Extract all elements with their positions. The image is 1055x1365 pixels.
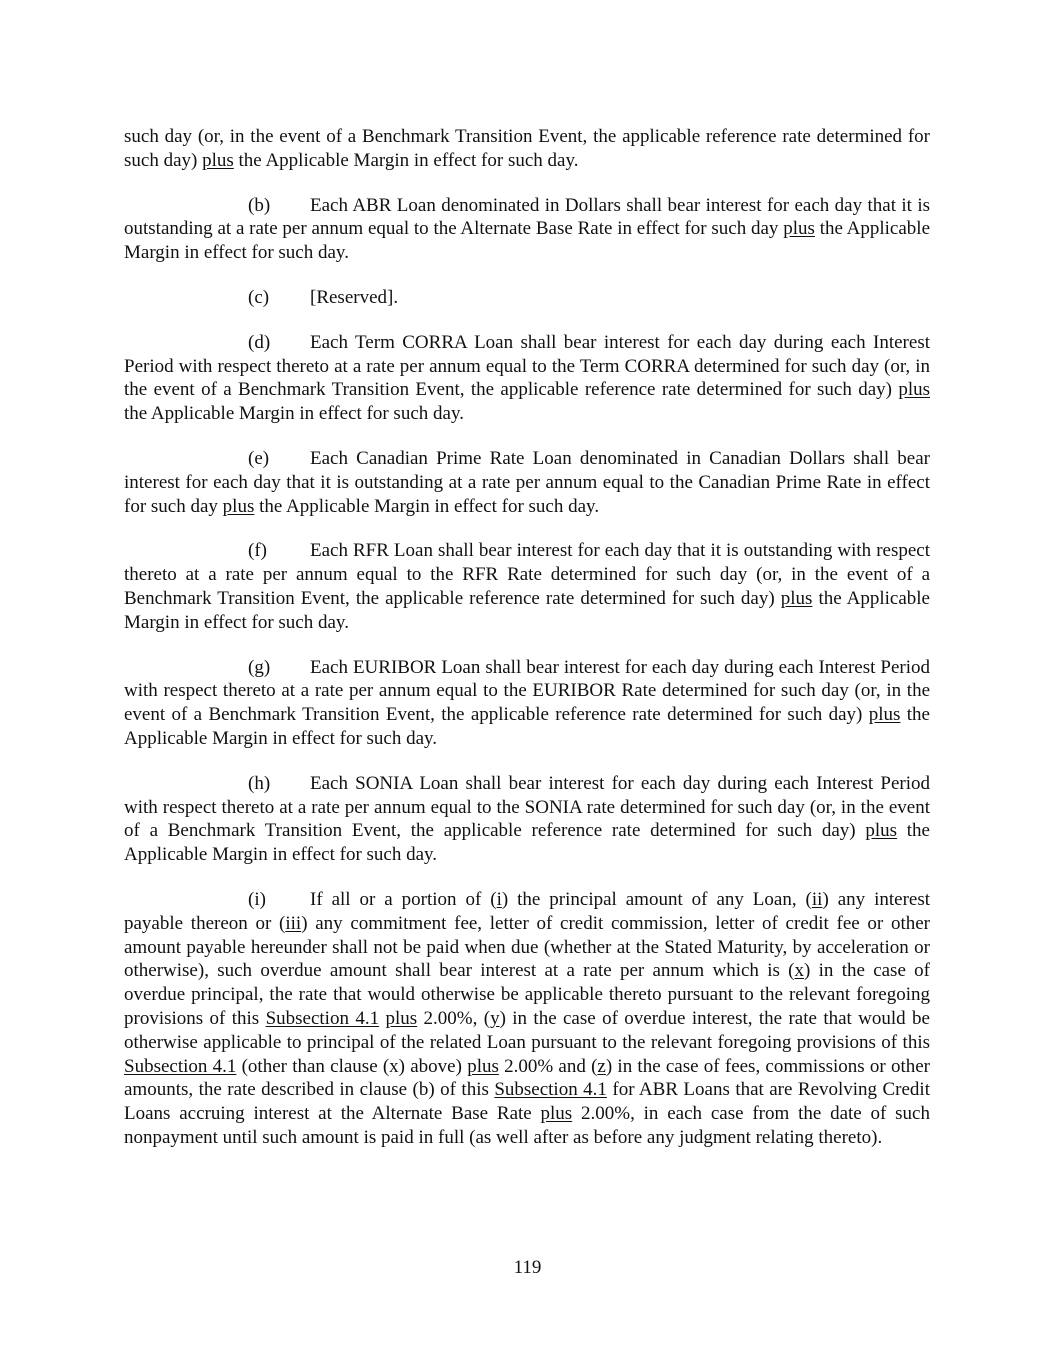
underlined-term: plus xyxy=(868,704,901,726)
text: the Applicable Margin in effect for such day. xyxy=(124,218,930,264)
text: Each Term CORRA Loan shall bear interest for each day during each Interest Period with respect thereto at a rate per annum equal to the Term CORRA determined for such day (or, in the event of a Benchmark Transition Event, the applicable reference rate determined for such day) xyxy=(124,331,930,401)
paragraph-h xyxy=(124,772,930,867)
text: ) in the case of overdue interest, the rate that would be otherwise applicable to principal of the related Loan pursuant to the relevant foregoing provisions of this xyxy=(124,1007,930,1053)
text: ) the principal amount of any Loan, ( xyxy=(501,888,812,910)
text: 2.00%, ( xyxy=(417,1007,491,1029)
underlined-term: plus xyxy=(783,218,815,240)
underlined-term: Subsection 4.1 xyxy=(124,1055,237,1077)
text: the Applicable Margin in effect for such day. xyxy=(254,495,600,517)
text: Each ABR Loan denominated in Dollars shall bear interest for each day that it is outstanding at a rate per annum equal to the Alternate Base Rate in effect for such day xyxy=(124,194,930,240)
paragraph-g xyxy=(124,656,930,751)
underlined-term: plus xyxy=(865,820,898,842)
paragraph-c xyxy=(124,286,930,310)
text: If all or a portion of ( xyxy=(310,888,497,910)
clause-label: (g) xyxy=(248,656,271,678)
text: (other than clause (x) above) xyxy=(236,1055,468,1077)
underlined-term: ii xyxy=(811,888,823,910)
underlined-term: plus xyxy=(540,1103,573,1125)
text: Each EURIBOR Loan shall bear interest for each day during each Interest Period with respect thereto at a rate per annum equal to the EURIBOR Rate determined for such day (or, in the event of a Benchmark Transition Event, the applicable reference rate determined for such day) xyxy=(124,656,930,726)
text: Each Canadian Prime Rate Loan denominated in Canadian Dollars shall bear interest for each day that it is outstanding at a rate per annum equal to the Canadian Prime Rate in effect for such day xyxy=(124,447,930,517)
text: the Applicable Margin in effect for such day. xyxy=(233,149,579,171)
text: Each SONIA Loan shall bear interest for each day during each Interest Period with respect thereto at a rate per annum equal to the SONIA rate determined for such day (or, in the event of a Benchmark Transition Event, the applicable reference rate determined for such day) xyxy=(124,772,930,842)
underlined-term: iii xyxy=(285,912,302,934)
paragraph-continued xyxy=(124,125,930,173)
text: the Applicable Margin in effect for such day. xyxy=(124,587,930,633)
underlined-term: plus xyxy=(222,495,255,517)
paragraph-b xyxy=(124,194,930,265)
underlined-term: z xyxy=(597,1055,606,1077)
paragraph-i xyxy=(124,888,930,1150)
clause-label: (e) xyxy=(248,447,270,469)
clause-label: (h) xyxy=(248,772,271,794)
clause-label: (d) xyxy=(248,331,271,353)
clause-label: (c) xyxy=(248,286,270,308)
underlined-term: i xyxy=(496,888,502,910)
text: ) any commitment fee, letter of credit commission, letter of credit fee or other amount payable hereunder shall not be paid when due (whether at the Stated Maturity, by acceleration or otherwise), such overdue amount shall bear interest at a rate per annum which is ( xyxy=(124,912,930,982)
underlined-term: plus xyxy=(898,379,930,401)
text: ) in the case of fees, commissions or other amounts, the rate described in clause (b) of this xyxy=(124,1055,930,1101)
text: Each RFR Loan shall bear interest for each day that it is outstanding with respect thereto at a rate per annum equal to the RFR Rate determined for such day (or, in the event of a Benchmark Transition Event, the applicable reference rate determined for such day) xyxy=(124,540,930,609)
page-number: 119 xyxy=(513,1257,542,1278)
document-page xyxy=(124,125,930,1171)
clause-label: (i) xyxy=(248,888,266,910)
text: ) any interest payable thereon or ( xyxy=(124,888,930,934)
underlined-term: plus xyxy=(385,1007,418,1029)
text: the Applicable Margin in effect for such day. xyxy=(124,704,930,749)
underlined-term: plus xyxy=(780,587,813,609)
underlined-term: plus xyxy=(467,1055,499,1077)
paragraph-e xyxy=(124,447,930,518)
text: [Reserved]. xyxy=(310,286,399,308)
text: for ABR Loans that are Revolving Credit Loans accruing interest at the Alternate Base Rate xyxy=(124,1079,930,1125)
text: the Applicable Margin in effect for such day. xyxy=(124,820,930,866)
text: 2.00% and ( xyxy=(498,1055,598,1077)
paragraph-f xyxy=(124,539,930,634)
underlined-term: plus xyxy=(202,149,234,171)
text: ) in the case of overdue principal, the rate that would otherwise be applicable thereto pursuant to the relevant foregoing provisions of this xyxy=(124,960,931,1029)
text: 2.00%, in each case from the date of such nonpayment until such amount is paid in full (as well after as before any judgment relating thereto). xyxy=(124,1103,930,1148)
paragraph-d xyxy=(124,331,930,426)
underlined-term: x xyxy=(794,960,805,982)
clause-label: (f) xyxy=(248,540,267,562)
text: the Applicable Margin in effect for such day. xyxy=(124,403,464,425)
underlined-term: Subsection 4.1 xyxy=(494,1079,607,1101)
text: such day (or, in the event of a Benchmark Transition Event, the applicable reference rate determined for such day) xyxy=(124,126,930,171)
clause-label: (b) xyxy=(248,194,271,216)
underlined-term: Subsection 4.1 xyxy=(265,1007,380,1029)
underlined-term: y xyxy=(490,1007,500,1029)
